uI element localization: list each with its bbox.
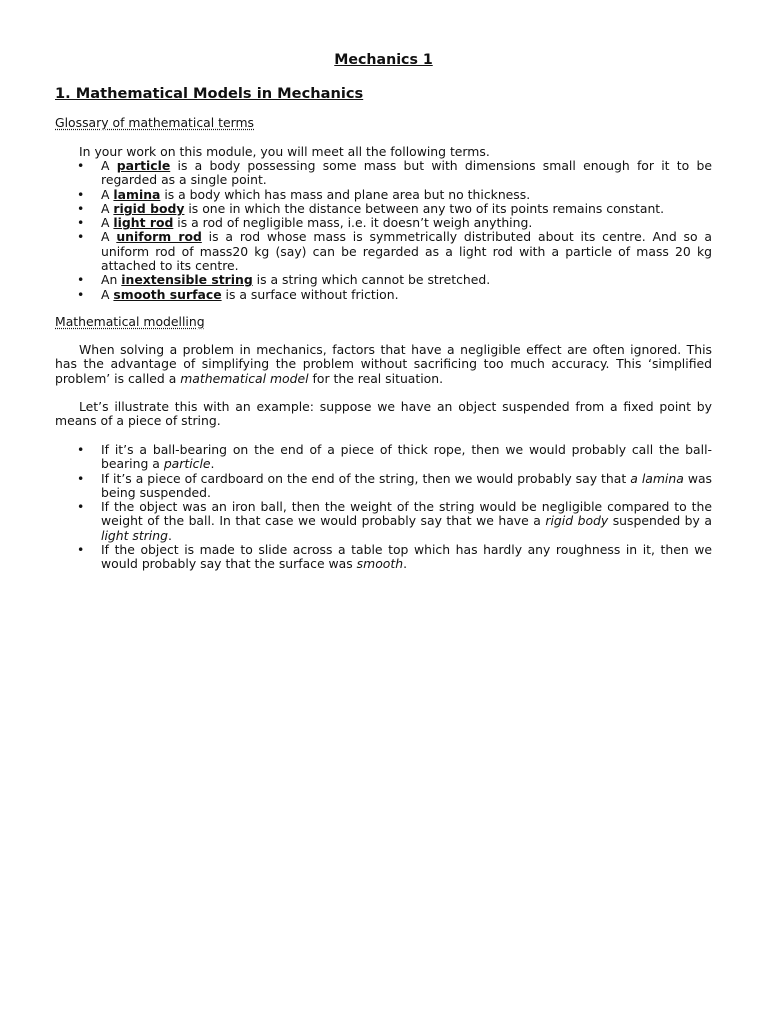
glossary-term: rigid body — [113, 200, 185, 216]
glossary-list — [55, 159, 712, 302]
glossary-item — [55, 188, 712, 202]
glossary-term: smooth surface — [113, 286, 222, 302]
example-item — [55, 500, 712, 543]
emphasis-text: light string — [101, 527, 168, 543]
glossary-item-prefix: A — [101, 229, 117, 245]
example-text: If the object is made to slide across a table top which has hardly any roughness in it, then we would probably say that the surface was — [101, 542, 712, 572]
example-text: If the object was an iron ball, then the weight of the string would be negligible compared to the weight of the ball. In that case we would probably say that we have a — [101, 499, 712, 529]
examples-list — [55, 443, 712, 572]
glossary-heading: Glossary of mathematical terms — [55, 115, 255, 130]
example-item — [55, 472, 712, 501]
glossary-item-prefix: A — [101, 200, 114, 216]
glossary-item — [55, 288, 712, 302]
glossary-item — [55, 273, 712, 287]
emphasis-text: mathematical model — [180, 370, 309, 386]
example-item — [55, 443, 712, 472]
example-text: . — [167, 527, 172, 543]
glossary-item — [55, 216, 712, 230]
example-text: was being suspended. — [101, 470, 712, 500]
emphasis-text: smooth — [356, 556, 404, 572]
glossary-definition: is a surface without friction. — [221, 286, 399, 302]
example-text: If it’s a ball-bearing on the end of a piece of thick rope, then we would probably call the ball-bearing a — [101, 442, 712, 472]
glossary-definition: is a rod whose mass is symmetrically distributed about its centre. And so a uniform rod of mass20 kg (say) can be regarded as a light rod with a particle of mass 20 kg attached to its centre. — [101, 229, 712, 274]
glossary-term: particle — [116, 158, 171, 173]
glossary-definition: is a rod of negligible mass, i.e. it doesn’t weigh anything. — [173, 215, 533, 231]
modelling-heading: Mathematical modelling — [55, 314, 205, 329]
emphasis-text: a lamina — [630, 470, 684, 486]
glossary-item-prefix: A — [101, 158, 117, 173]
glossary-item — [55, 202, 712, 216]
glossary-definition: is a body possessing some mass but with dimensions small enough for it to be regarded as a single point. — [101, 158, 712, 188]
glossary-definition: is a body which has mass and plane area but no thickness. — [160, 186, 531, 202]
glossary-definition: is a string which cannot be stretched. — [252, 272, 491, 288]
glossary-definition: is one in which the distance between any two of its points remains constant. — [184, 200, 665, 216]
glossary-item-prefix: An — [101, 272, 122, 288]
section-heading: 1. Mathematical Models in Mechanics — [55, 85, 364, 102]
glossary-term: lamina — [113, 186, 161, 202]
emphasis-text: rigid body — [545, 513, 609, 529]
example-text: . — [210, 456, 215, 472]
glossary-item — [55, 230, 712, 273]
glossary-item-prefix: A — [101, 215, 114, 231]
glossary-term: light rod — [113, 215, 174, 231]
glossary-intro: In your work on this module, you will meet all the following terms. — [79, 144, 490, 159]
example-text: If it’s a piece of cardboard on the end of the string, then we would probably say that — [101, 470, 631, 486]
paragraph-text: When solving a problem in mechanics, factors that have a negligible effect are often ignored. This has the advantage of simplifying the problem without sacrificing too much accuracy. This ‘simplified problem’ is called a — [55, 342, 712, 386]
glossary-item-prefix: A — [101, 286, 114, 302]
emphasis-text: particle — [163, 456, 211, 472]
paragraph-text: for the real situation. — [308, 370, 444, 386]
modelling-paragraph-1 — [55, 343, 712, 386]
glossary-item — [55, 159, 712, 188]
glossary-term: inextensible string — [121, 272, 253, 288]
example-text: . — [403, 556, 408, 572]
glossary-term: uniform rod — [116, 229, 202, 245]
document-title: Mechanics 1 — [334, 52, 433, 68]
glossary-item-prefix: A — [101, 186, 114, 202]
example-text: suspended by a — [608, 513, 712, 529]
example-item — [55, 543, 712, 572]
modelling-paragraph-2: Let’s illustrate this with an example: suppose we have an object suspended from a fixed point by means of a piece of string. — [55, 399, 712, 429]
